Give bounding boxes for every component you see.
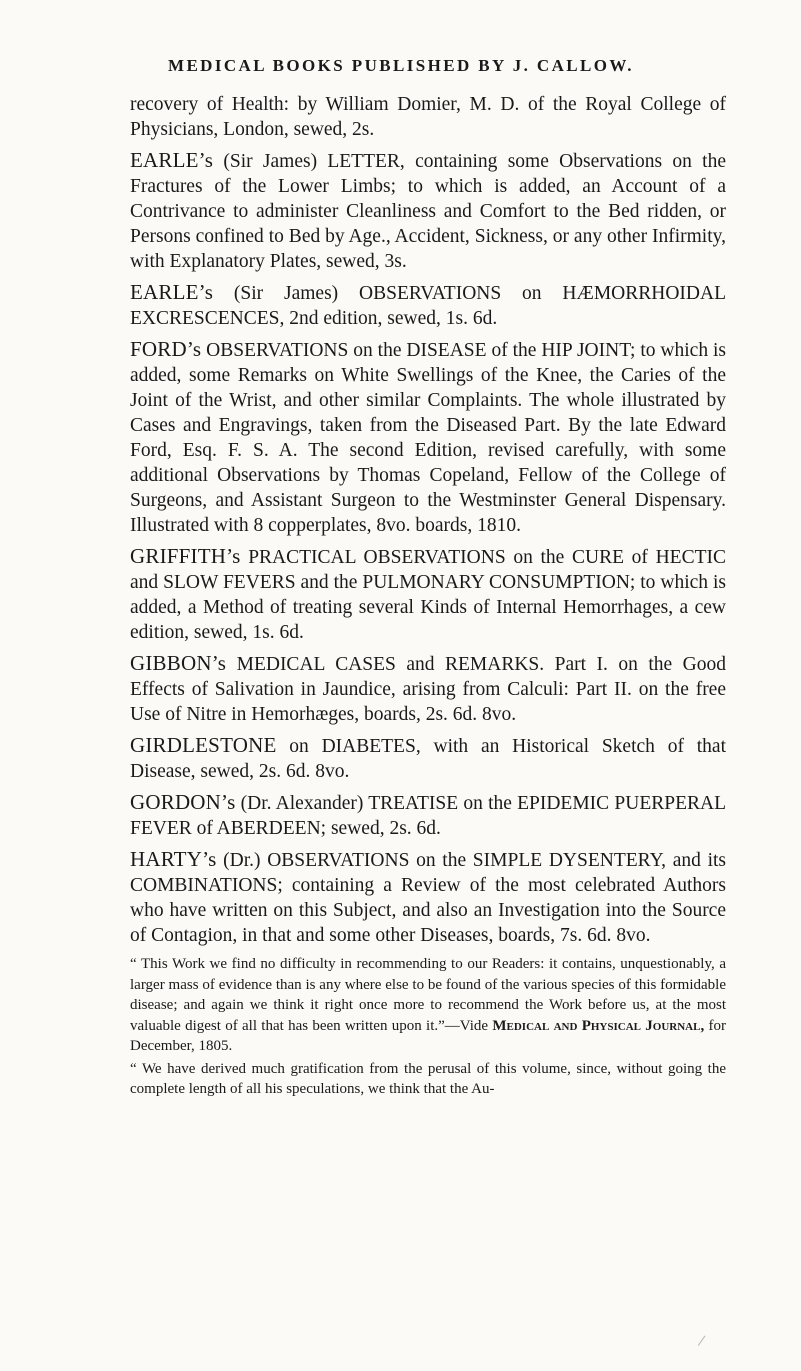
entry-text: recovery of Health: by William Domier, M. D. of the Royal College of Physicians, London, sewed, 2s. (130, 94, 726, 140)
catalogue-entry (130, 92, 726, 142)
catalogue-entries (130, 92, 726, 1100)
entry-author: GORDON’s (130, 790, 236, 814)
catalogue-entry (130, 847, 726, 948)
review-text-end: for December, 1805. (130, 1017, 726, 1054)
entry-author: EARLE’s (130, 280, 214, 304)
entry-text: PRACTICAL OBSERVATIONS on the CURE of HECTIC and SLOW FEVERS and the PULMONARY CONSUMPTION; to which is added, a Method of treating several Kinds of Internal Hemorrhages, a cew edition, sewed, 1s. 6d. (130, 547, 726, 643)
entry-author: GIRDLESTONE (130, 733, 277, 757)
catalogue-entry (130, 790, 726, 841)
entry-text: MEDICAL CASES and REMARKS. Part I. on the Good Effects of Salivation in Jaundice, arising from Calculi: Part II. on the free Use of Nitre in Hemorhæges, boards, 2s. 6d. 8vo. (130, 654, 726, 725)
entry-text: (Sir James) OBSERVATIONS on HÆMORRHOIDAL EXCRESCENCES, 2nd edition, sewed, 1s. 6d. (130, 283, 726, 329)
review-quote (130, 954, 726, 1057)
catalogue-entry (130, 148, 726, 274)
stray-ink-mark (698, 1336, 707, 1347)
review-quote (130, 1059, 726, 1100)
catalogue-entry (130, 544, 726, 645)
entry-text: (Sir James) LETTER, containing some Observations on the Fractures of the Lower Limbs; to which is added, an Account of a Contrivance to administer Cleanliness and Comfort to the Bed ridden, or Persons confined to Bed by Age., Accident, Sickness, or any other Infirmity, with Explanatory Plates, sewed, 3s. (130, 151, 726, 272)
entry-text: (Dr. Alexander) TREATISE on the EPIDEMIC PUERPERAL FEVER of ABERDEEN; sewed, 2s. 6d. (130, 793, 726, 839)
entry-author: HARTY’s (130, 847, 217, 871)
catalogue-entry (130, 651, 726, 727)
catalogue-entry (130, 280, 726, 331)
review-text: “ We have derived much gratification from the perusal of this volume, since, without going the complete length of all his speculations, we think that the Au- (130, 1060, 726, 1097)
catalogue-entry (130, 733, 726, 784)
entry-author: GIBBON’s (130, 651, 227, 675)
running-head: MEDICAL BOOKS PUBLISHED BY J. CALLOW. (168, 56, 634, 75)
entry-author: GRIFFITH’s (130, 544, 241, 568)
review-text: “ This Work we find no difficulty in recommending to our Readers: it contains, unquestionably, a larger mass of evidence than is any where else to be found of the various species of this formidable disease; and again we think it right once more to recommend the Work before us, at the most valuable digest of all that has been written upon it.”—Vide (130, 956, 726, 1034)
entry-author: EARLE’s (130, 148, 214, 172)
entry-text: (Dr.) OBSERVATIONS on the SIMPLE DYSENTERY, and its COMBINATIONS; containing a Review of the most celebrated Authors who have written on this Subject, and also an Investigation into the Source of Contagion, in that and some other Diseases, boards, 7s. 6d. 8vo. (130, 850, 726, 946)
entry-text: on DIABETES, with an Historical Sketch of that Disease, sewed, 2s. 6d. 8vo. (130, 736, 726, 782)
review-source: Medical and Physical Journal, (492, 1017, 705, 1034)
entry-text: OBSERVATIONS on the DISEASE of the HIP JOINT; to which is added, some Remarks on White Swellings of the Knee, the Caries of the Joint of the Wrist, and other similar Complaints. The whole illustrated by Cases and Engravings, taken from the Diseased Part. By the late Edward Ford, Esq. F. S. A. The second Edition, revised carefully, with some additional Observations by Thomas Copeland, Fellow of the College of Surgeons, and Assistant Surgeon to the Westminster General Dispensary. Illustrated with 8 copperplates, 8vo. boards, 1810. (130, 340, 726, 536)
catalogue-entry (130, 337, 726, 538)
entry-author: FORD’s (130, 337, 202, 361)
